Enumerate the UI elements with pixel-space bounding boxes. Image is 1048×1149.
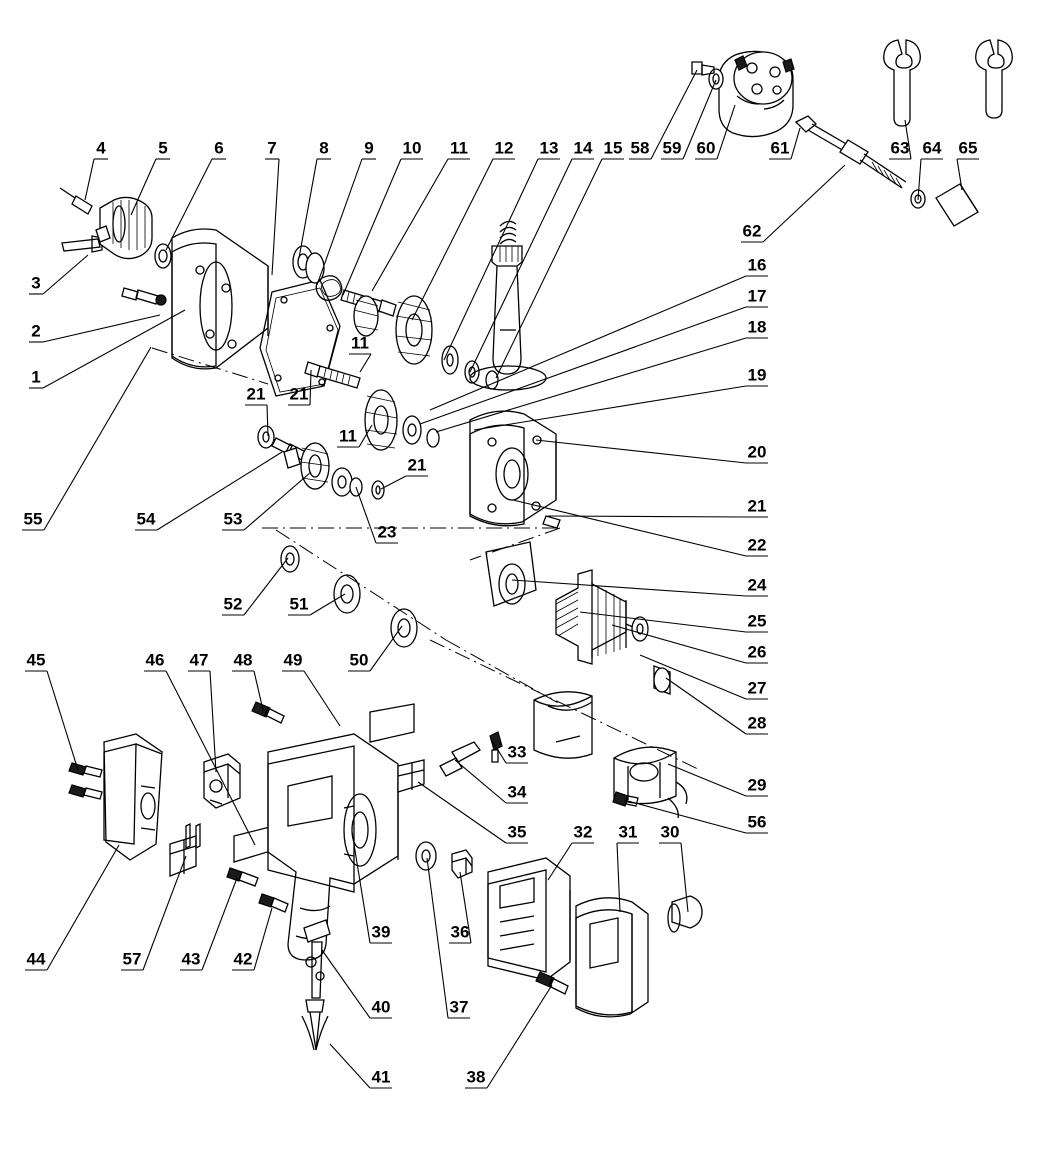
leader-line-52: [244, 558, 288, 615]
leader-line-51: [310, 594, 345, 615]
callout-58: 58: [630, 138, 650, 158]
callout-12: 12: [494, 138, 514, 158]
callout-22: 22: [747, 535, 767, 555]
leader-line-44: [47, 845, 119, 970]
callout-8: 8: [319, 138, 329, 158]
leader-line-37: [427, 858, 448, 1018]
callout-10: 10: [402, 138, 422, 158]
callout-3: 3: [31, 273, 41, 293]
callout-11: 11: [339, 426, 357, 446]
callout-1: 1: [31, 367, 41, 387]
leader-line-10: [343, 159, 401, 295]
callout-17: 17: [747, 286, 767, 306]
leader-line-24: [512, 580, 746, 596]
leader-line-40: [322, 950, 370, 1018]
leader-line-12: [412, 159, 493, 320]
callout-62: 62: [742, 221, 762, 241]
leader-line-47: [210, 671, 216, 772]
leader-line-57: [143, 856, 186, 970]
leader-line-21: [267, 405, 268, 436]
callout-53: 53: [223, 509, 243, 529]
leader-line-65: [957, 159, 962, 190]
leader-line-1: [43, 310, 185, 388]
callout-11: 11: [351, 333, 369, 353]
leader-line-8: [299, 159, 317, 258]
leader-line-61: [791, 128, 800, 159]
callout-52: 52: [223, 594, 243, 614]
leader-line-2: [43, 315, 160, 342]
leader-line-21: [381, 476, 406, 489]
leader-line-34: [455, 760, 506, 803]
callout-45: 45: [26, 650, 46, 670]
callout-41: 41: [371, 1067, 391, 1087]
callout-15: 15: [603, 138, 623, 158]
callout-38: 38: [466, 1067, 486, 1087]
leader-line-21: [310, 370, 311, 405]
leader-line-23: [356, 487, 376, 543]
callout-23: 23: [377, 522, 397, 542]
callout-31: 31: [618, 822, 638, 842]
callout-64: 64: [922, 138, 942, 158]
callout-16: 16: [747, 255, 767, 275]
leader-line-6: [166, 159, 212, 250]
callout-21: 21: [407, 455, 427, 475]
callout-32: 32: [573, 822, 593, 842]
callout-9: 9: [364, 138, 374, 158]
leader-line-3: [43, 255, 88, 294]
leader-line-54: [157, 452, 282, 530]
callout-50: 50: [349, 650, 369, 670]
callout-19: 19: [747, 365, 767, 385]
callout-13: 13: [539, 138, 559, 158]
leader-line-11: [360, 354, 371, 372]
callout-44: 44: [26, 949, 46, 969]
callout-63: 63: [890, 138, 910, 158]
leader-line-22: [513, 500, 746, 556]
leader-line-43: [202, 878, 237, 970]
callout-40: 40: [371, 997, 391, 1017]
leader-line-42: [254, 908, 272, 970]
callout-33: 33: [507, 742, 527, 762]
callout-61: 61: [770, 138, 790, 158]
leader-line-49: [304, 671, 340, 726]
leader-line-29: [668, 764, 746, 796]
callout-7: 7: [267, 138, 277, 158]
callout-26: 26: [747, 642, 767, 662]
leader-line-15: [496, 159, 602, 378]
leader-line-32: [548, 843, 572, 880]
callout-57: 57: [122, 949, 142, 969]
leader-line-45: [47, 671, 78, 770]
leader-line-39: [352, 832, 370, 943]
leader-line-62: [763, 165, 845, 242]
callout-51: 51: [289, 594, 309, 614]
leader-line-60: [717, 105, 735, 159]
callout-39: 39: [371, 922, 391, 942]
callout-60: 60: [696, 138, 716, 158]
leader-line-4: [85, 159, 94, 200]
leader-line-33: [493, 742, 506, 763]
leader-line-55: [44, 347, 151, 530]
leader-line-41: [330, 1044, 370, 1088]
leader-line-53: [244, 472, 311, 530]
callout-14: 14: [573, 138, 593, 158]
leader-line-14: [470, 159, 572, 372]
callout-65: 65: [958, 138, 978, 158]
leader-line-28: [666, 678, 746, 734]
callout-43: 43: [181, 949, 201, 969]
leader-line-11: [359, 425, 372, 447]
leader-line-18: [436, 338, 746, 432]
leader-line-26: [612, 625, 746, 663]
callout-59: 59: [662, 138, 682, 158]
callout-4: 4: [96, 138, 106, 158]
leader-line-50: [370, 626, 402, 671]
callout-54: 54: [136, 509, 156, 529]
callout-2: 2: [31, 321, 41, 341]
callout-35: 35: [507, 822, 527, 842]
callout-30: 30: [660, 822, 680, 842]
leader-line-20: [536, 440, 746, 463]
callout-56: 56: [747, 812, 767, 832]
callout-46: 46: [145, 650, 165, 670]
callout-27: 27: [747, 678, 767, 698]
leader-line-21: [548, 516, 746, 517]
leader-line-5: [131, 159, 156, 215]
callout-29: 29: [747, 775, 767, 795]
callout-42: 42: [233, 949, 253, 969]
leader-line-31: [617, 843, 620, 912]
callout-48: 48: [233, 650, 253, 670]
leader-line-38: [487, 985, 552, 1088]
callout-18: 18: [747, 317, 767, 337]
leader-line-56: [624, 800, 746, 833]
leader-line-30: [681, 843, 688, 912]
leader-line-7: [272, 159, 279, 275]
leader-line-16: [430, 276, 746, 410]
callout-21: 21: [289, 384, 309, 404]
leader-line-46: [166, 671, 255, 845]
callout-36: 36: [450, 922, 470, 942]
leader-line-64: [918, 159, 921, 200]
callout-21: 21: [747, 496, 767, 516]
leader-line-27: [640, 655, 746, 699]
callout-49: 49: [283, 650, 303, 670]
leader-line-48: [254, 671, 263, 710]
callout-25: 25: [747, 611, 767, 631]
leader-line-35: [418, 782, 506, 843]
callout-6: 6: [214, 138, 224, 158]
callout-28: 28: [747, 713, 767, 733]
leader-line-17: [420, 307, 746, 424]
callout-24: 24: [747, 575, 767, 595]
leader-line-25: [580, 612, 746, 632]
callout-21: 21: [246, 384, 266, 404]
callout-34: 34: [507, 782, 527, 802]
callout-20: 20: [747, 442, 767, 462]
callout-37: 37: [449, 997, 469, 1017]
callout-55: 55: [23, 509, 43, 529]
callout-5: 5: [158, 138, 168, 158]
callout-11: 11: [450, 138, 468, 158]
callout-47: 47: [189, 650, 209, 670]
